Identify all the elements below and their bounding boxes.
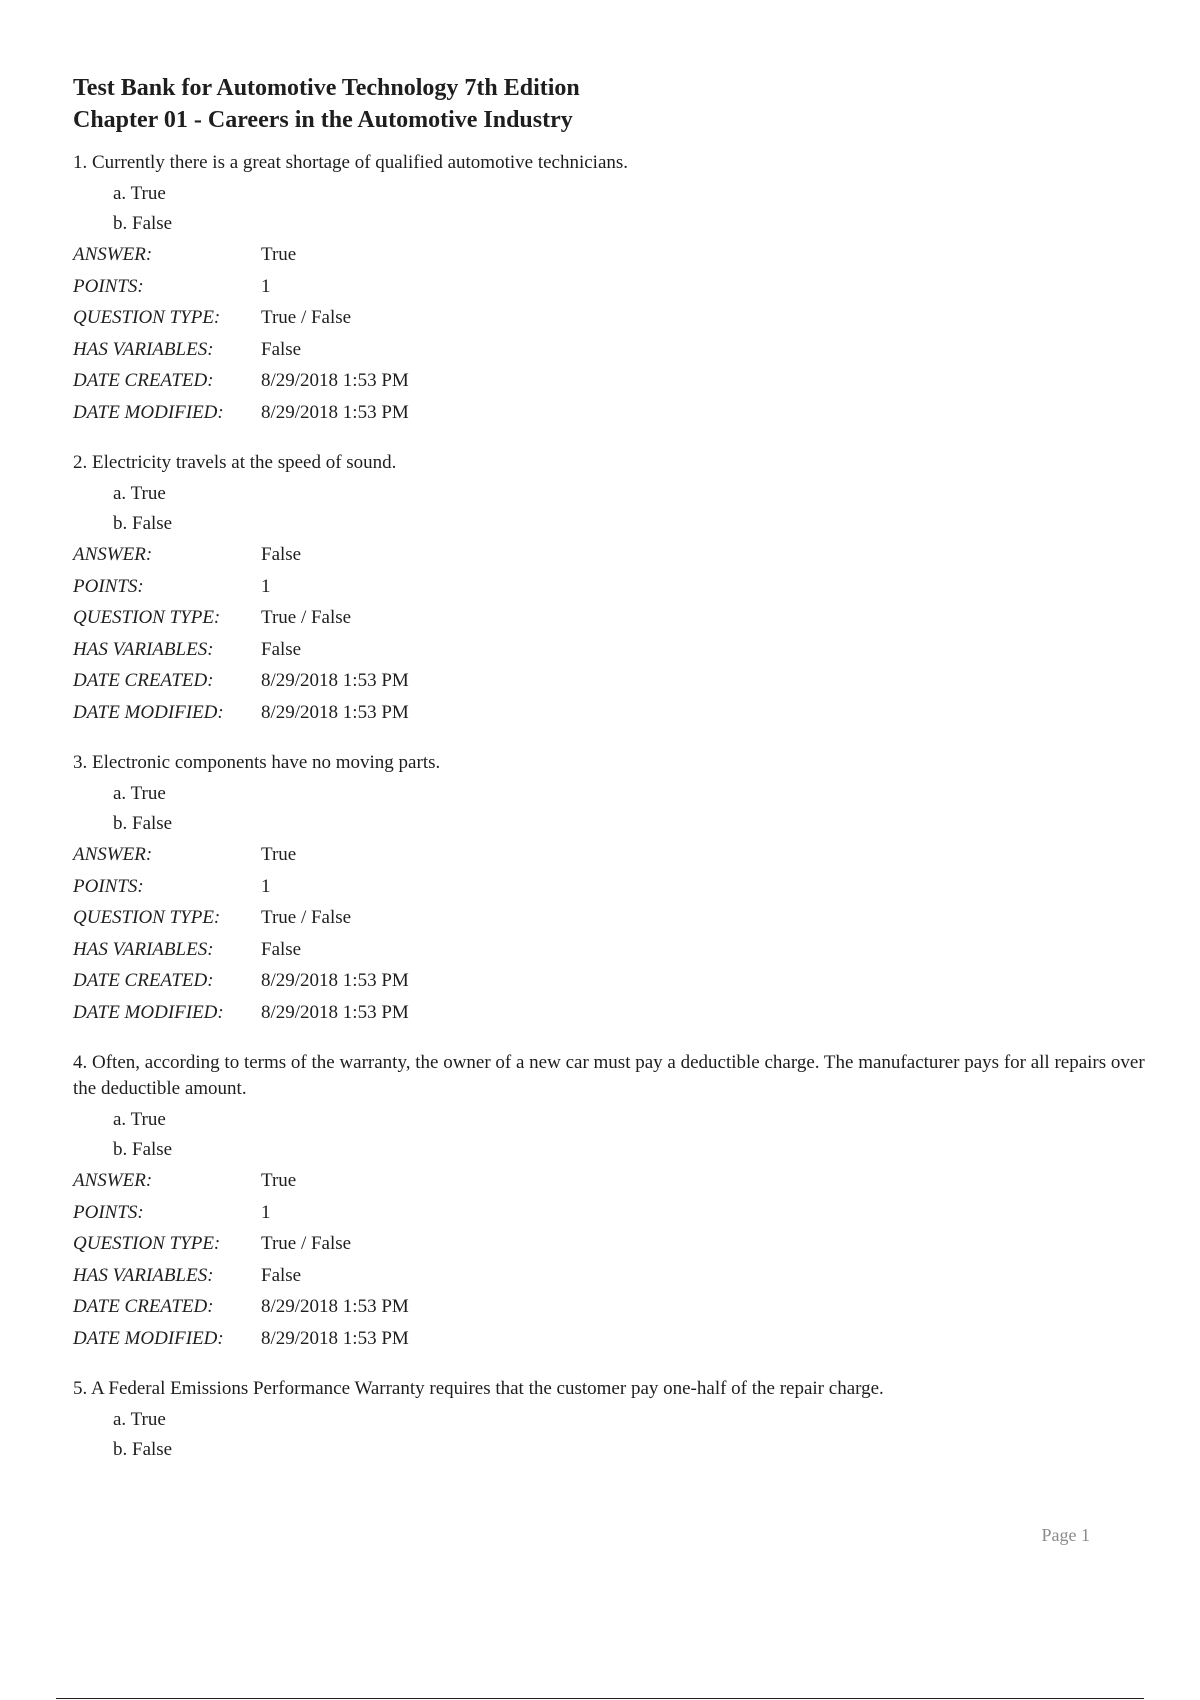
option-b: b. False [113, 513, 173, 534]
has-variables-value: False [261, 638, 302, 660]
answer-label: ANSWER: [73, 1170, 153, 1191]
has-variables-value: False [261, 338, 302, 360]
date-created-value: 8/29/2018 1:53 PM [261, 670, 409, 691]
has-variables-row [73, 1260, 1163, 1292]
answer-label: ANSWER: [73, 244, 153, 265]
has-variables-label: HAS VARIABLES: [73, 638, 214, 660]
question-type-row [73, 902, 1163, 934]
date-modified-value: 8/29/2018 1:53 PM [261, 401, 409, 423]
date-created-value: 8/29/2018 1:53 PM [261, 1296, 409, 1317]
question-type-row [73, 302, 1163, 334]
points-value: 1 [261, 1201, 271, 1223]
question-text: 1. Currently there is a great shortage of qualified automotive technicians. [73, 152, 629, 173]
question-item [73, 1376, 1163, 1465]
option-b: b. False [113, 1439, 173, 1460]
date-created-label: DATE CREATED: [73, 370, 214, 391]
points-row [73, 271, 1163, 303]
option-a: a. True [113, 1409, 166, 1430]
question-item [73, 1050, 1163, 1354]
title-block [73, 72, 1163, 136]
answer-row [73, 239, 1163, 271]
has-variables-row [73, 634, 1163, 666]
question-type-label: QUESTION TYPE: [73, 607, 221, 628]
has-variables-label: HAS VARIABLES: [73, 338, 214, 360]
date-created-row [73, 665, 1163, 697]
question-type-label: QUESTION TYPE: [73, 907, 221, 928]
question-type-value: True / False [261, 307, 352, 328]
points-label: POINTS: [73, 1201, 144, 1223]
date-created-row [73, 365, 1163, 397]
points-row [73, 571, 1163, 603]
question-item [73, 150, 1163, 428]
option-b: b. False [113, 1139, 173, 1160]
question-type-label: QUESTION TYPE: [73, 307, 221, 328]
answer-row [73, 1165, 1163, 1197]
date-created-label: DATE CREATED: [73, 670, 214, 691]
date-modified-value: 8/29/2018 1:53 PM [261, 1001, 409, 1023]
date-created-label: DATE CREATED: [73, 1296, 214, 1317]
question-text: 2. Electricity travels at the speed of sound. [73, 452, 397, 473]
question-type-label: QUESTION TYPE: [73, 1233, 221, 1254]
answer-label: ANSWER: [73, 844, 153, 865]
date-modified-row [73, 697, 1163, 729]
question-text: 3. Electronic components have no moving parts. [73, 752, 441, 773]
question-item [73, 450, 1163, 728]
option-a: a. True [113, 483, 166, 504]
question-type-row [73, 602, 1163, 634]
answer-value: True [261, 244, 297, 265]
page-number: Page 1 [1041, 1525, 1090, 1545]
document-page [73, 72, 1163, 1487]
question-item [73, 750, 1163, 1028]
points-row [73, 871, 1163, 903]
has-variables-value: False [261, 1264, 302, 1286]
points-value: 1 [261, 875, 271, 897]
date-created-row [73, 965, 1163, 997]
answer-label: ANSWER: [73, 544, 153, 565]
answer-value: True [261, 844, 297, 865]
option-b: b. False [113, 813, 173, 834]
answer-row [73, 839, 1163, 871]
points-label: POINTS: [73, 275, 144, 297]
date-modified-row [73, 1323, 1163, 1355]
option-b: b. False [113, 213, 173, 234]
date-modified-label: DATE MODIFIED: [73, 1327, 224, 1349]
date-created-row [73, 1291, 1163, 1323]
has-variables-label: HAS VARIABLES: [73, 1264, 214, 1286]
points-label: POINTS: [73, 875, 144, 897]
question-type-value: True / False [261, 907, 352, 928]
date-modified-label: DATE MODIFIED: [73, 701, 224, 723]
date-modified-value: 8/29/2018 1:53 PM [261, 1327, 409, 1349]
option-a: a. True [113, 1109, 166, 1130]
date-created-label: DATE CREATED: [73, 970, 214, 991]
question-list [73, 150, 1163, 1465]
question-text: 4. Often, according to terms of the warranty, the owner of a new car must pay a deductible charge. The manufacturer pays for all repairs over the deductible amount. [73, 1052, 1145, 1099]
has-variables-value: False [261, 938, 302, 960]
date-modified-row [73, 997, 1163, 1029]
date-created-value: 8/29/2018 1:53 PM [261, 970, 409, 991]
date-modified-value: 8/29/2018 1:53 PM [261, 701, 409, 723]
has-variables-row [73, 334, 1163, 366]
date-modified-row [73, 397, 1163, 429]
points-value: 1 [261, 275, 271, 297]
date-created-value: 8/29/2018 1:53 PM [261, 370, 409, 391]
has-variables-row [73, 934, 1163, 966]
question-type-value: True / False [261, 607, 352, 628]
question-text: 5. A Federal Emissions Performance Warranty requires that the customer pay one-half of the repair charge. [73, 1378, 884, 1399]
points-label: POINTS: [73, 575, 144, 597]
date-modified-label: DATE MODIFIED: [73, 1001, 224, 1023]
points-value: 1 [261, 575, 271, 597]
page-divider [56, 1698, 1144, 1699]
question-type-row [73, 1228, 1163, 1260]
document-title: Test Bank for Automotive Technology 7th Edition [73, 75, 580, 101]
option-a: a. True [113, 183, 166, 204]
chapter-title: Chapter 01 - Careers in the Automotive Industry [73, 107, 573, 133]
date-modified-label: DATE MODIFIED: [73, 401, 224, 423]
question-type-value: True / False [261, 1233, 352, 1254]
answer-value: True [261, 1170, 297, 1191]
points-row [73, 1197, 1163, 1229]
answer-row [73, 539, 1163, 571]
option-a: a. True [113, 783, 166, 804]
has-variables-label: HAS VARIABLES: [73, 938, 214, 960]
answer-value: False [261, 544, 302, 565]
